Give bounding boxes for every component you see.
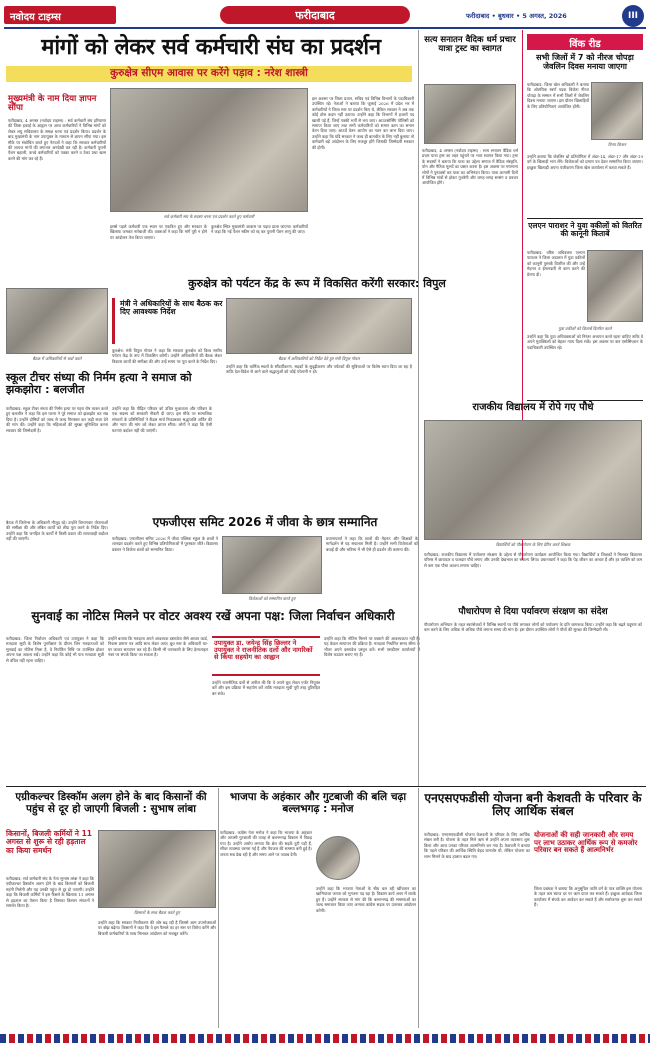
brand-logo [4, 6, 116, 24]
agri-headline: एग्रीकल्चर डिस्कॉम अलग होने के बाद किसानों की पहुंच से दूर हो जाएगी बिजली : सुभाष लांबा [15, 791, 207, 815]
kurukshetra-caption: बैठक में अधिकारियों को निर्देश देते हुए मंत्री विपुल गोयल [278, 356, 360, 361]
agri-caption: किसानों के साथ बैठक करते हुए [134, 910, 180, 915]
teacher-headline: स्कूल टीचर संध्या की निर्मम हत्या ने समाज को झकझोरा : बलजीत [6, 371, 192, 397]
agri-kicker: किसानों, बिजली कर्मियों ने 11 अगस्त से शुरू से रही हड़ताल का किया समर्थन [6, 829, 93, 855]
kurukshetra-body2: उन्होंने कहा कि धार्मिक स्थलों के सौंदर्यीकरण, सड़कों के सुदृढ़ीकरण और पर्यटकों की सुविधाओं पर विशेष ध्यान दिया जा रहा है ताकि देश-विदेश से आने वाले श्रद्धालुओं को कोई परेशानी न हो। [226, 364, 412, 375]
sidebar-body1: फरीदाबाद: जिला खेल अधिकारी ने बताया कि ओलंपिक स्वर्ण पदक विजेता नीरज चोपड़ा के सम्मान में सभी जिलों में जेवलिन दिवस मनाया जाएगा। इस दौरान खिलाड़ियों के लिए प्रतियोगिताएं आयोजित होंगी। [527, 82, 589, 109]
kurukshetra-body: कुरुक्षेत्र: मंत्री विपुल गोयल ने कहा कि सरकार कुरुक्षेत्र को विश्व स्तरीय पर्यटन केंद्र के रूप में विकसित करेगी। उन्होंने अधिकारियों की बैठक लेकर विकास कार्यों की समीक्षा की और उन्हें समय पर पूरा करने के निर्देश दिए। [112, 348, 222, 364]
pedestal-headline: एलएन पाराशर ने युवा वकीलों को वितरित की कानूनी किताबें [528, 221, 642, 239]
section-name: फरीदाबाद [295, 9, 335, 22]
pedestal-body2: उन्होंने कहा कि युवा अधिवक्ताओं को निरंतर अध्ययन करते रहना चाहिए ताकि वे अपने मुवक्किलों को बेहतर न्याय दिला सकें। इस अवसर पर बार एसोसिएशन के पदाधिकारी उपस्थित रहे। [527, 334, 643, 350]
lead-photo [110, 88, 308, 212]
col-rule-3 [418, 788, 419, 1028]
pedestal-photo [587, 250, 643, 322]
school-body: फरीदाबाद: राजकीय विद्यालय में पर्यावरण संरक्षण के उद्देश्य से पौधारोपण कार्यक्रम आयोजित किया गया। विद्यार्थियों व शिक्षकों ने मिलकर विद्यालय परिसर में छायादार व फलदार पौधे लगाए और उनकी देखभाल का संकल्प लिया। प्रधानाचार्य ने कहा कि पेड़ जीवन का आधार हैं और हर व्यक्ति को कम से कम एक पौधा अवश्य लगाना चाहिए। [424, 552, 642, 568]
agri-photo [98, 830, 216, 908]
kurukshetra-kicker-box [112, 298, 222, 344]
nsfdc-headline: एनएसएफडीसी योजना बनी केशवती के परिवार के लिए आर्थिक संबल [424, 791, 642, 819]
pedestal-caption: युवा वकीलों को किताबें वितरित करते [558, 326, 612, 331]
voter-body2: उन्होंने बताया कि मतदाता अपने आवश्यक दस्तावेज जैसे आधार कार्ड, निवास प्रमाण पत्र आदि साथ लेकर आएं। बूथ स्तर के अधिकारी घर-घर जाकर सत्यापन कर रहे हैं। किसी भी जानकारी के लिए हेल्पलाइन नंबर पर संपर्क किया जा सकता है। [108, 636, 208, 658]
kurukshetra-photo-left-caption: बैठक में अधिकारियों से चर्चा करते [32, 356, 82, 361]
page-number: III [622, 5, 644, 27]
fijs-body: फरीदाबाद: एफजीएस समिट 2026 में जीवा पब्लिक स्कूल के छात्रों ने शानदार प्रदर्शन करते हुए विभिन्न प्रतियोगिताओं में पुरस्कार जीते। विद्यालय प्रबंधन ने विजेता छात्रों को सम्मानित किया। [112, 536, 218, 552]
bjp-headline: भाजपा के अहंकार और गुटबाजी की बलि चढ़ा बल्लभगढ़ : मनोज [229, 791, 407, 815]
agri-body2: उन्होंने कहा कि सरकार निजीकरण की ओर बढ़ रही है जिससे आम उपभोक्ताओं पर बोझ बढ़ेगा। किसानों ने कहा कि वे इस फैसले का हर स्तर पर विरोध करेंगे और बिजली कर्मचारियों के साथ मिलकर आंदोलन को मजबूत करेंगे। [98, 920, 216, 936]
sidebar-photo [591, 82, 643, 140]
masthead-rule [4, 27, 646, 29]
voter-body4: उन्होंने कहा कि नोटिस मिलने पर घबराने की आवश्यकता नहीं है। यह केवल सत्यापन की प्रक्रिया है। मतदाता निर्धारित समय सीमा के भीतर अपने दस्तावेज प्रस्तुत करें। सभी एसडीएम कार्यालयों में विशेष काउंटर बनाए गए हैं। [324, 636, 420, 658]
sidebar-title: विंक रीड [569, 39, 601, 50]
nsfdc-body2: जिला प्रबंधक ने बताया कि अनुसूचित जाति वर्ग के पात्र व्यक्ति इस योजना के तहत कम ब्याज दर पर ऋण प्राप्त कर सकते हैं। इच्छुक आवेदक जिला कार्यालय में संपर्क कर आवेदन कर सकते हैं और स्वरोजगार शुरू कर सकते हैं। [534, 886, 642, 908]
voter-box [212, 636, 320, 676]
kurukshetra-kicker: मंत्री ने अधिकारियों के साथ बैठक कर दिए आवश्यक निर्देश [120, 299, 223, 317]
sidebar-rule1 [527, 218, 643, 219]
bjp-photo [316, 836, 360, 880]
bottom-rule [6, 786, 646, 787]
trust-body: फरीदाबाद, 4 अगस्त (नवोदय टाइम्स) : सत्य सनातन वैदिक धर्म प्रचार यात्रा ट्रस्ट का शहर पहुंचने पर भव्य स्वागत किया गया। ट्रस्ट के सदस्यों ने बताया कि यात्रा का उद्देश्य समाज में वैदिक संस्कृति, योग और नैतिक मूल्यों का प्रसार करना है। इस अवसर पर गणमान्य लोगों ने पुष्पवर्षा कर यात्रा का अभिनंदन किया। यात्रा आगामी दिनों में विभिन्न गांवों से होकर गुजरेगी और जगह-जगह सत्संग व प्रवचन आयोजित होंगे। [422, 148, 518, 186]
trust-headline: सत्य सनातन वैदिक धर्म प्रचार यात्रा ट्रस्ट का स्वागत [424, 35, 516, 55]
kurukshetra-headline: कुरुक्षेत्र को पर्यटन केंद्र के रूप में विकसित करेंगी सरकार: विपुल [188, 277, 446, 290]
sidebar-photo-caption: विनय किशन [607, 142, 627, 147]
voter-body1: फरीदाबाद: जिला निर्वाचन अधिकारी एवं उपायुक्त ने कहा कि मतदाता सूची के विशेष पुनरीक्षण के दौरान जिन मतदाताओं को सुनवाई का नोटिस मिला है, वे निर्धारित तिथि पर उपस्थित होकर अपना पक्ष अवश्य रखें। उन्होंने कहा कि कोई भी पात्र मतदाता सूची से वंचित नहीं रहना चाहिए। [6, 636, 104, 663]
footer-strip [0, 1034, 650, 1043]
dateline: फरीदाबाद • बुधवार • 5 अगस्त, 2026 [466, 12, 567, 20]
lead-caption: सर्व कर्मचारी संघ के सदस्य धरना एवं प्रदर्शन करते हुए कर्मचारी [163, 214, 255, 219]
nsfdc-body: फरीदाबाद: एनएसएफडीसी योजना केशवती के परिवार के लिए आर्थिक संबल बनी है। योजना के तहत मिले ऋण से उन्होंने अपना व्यवसाय शुरू किया और आज उनका परिवार आत्मनिर्भर बन गया है। केशवती ने बताया कि पहले परिवार की आर्थिक स्थिति बेहद कमजोर थी, लेकिन योजना का लाभ मिलने के बाद हालात बदल गए। [424, 832, 530, 859]
trust-photo [424, 84, 516, 144]
lead-headline: मांगों को लेकर सर्व कर्मचारी संघ का प्रदर्शन [41, 35, 381, 60]
section-banner [220, 6, 410, 24]
sidebar-title-bar [527, 34, 643, 50]
agri-body: फरीदाबाद: सर्व कर्मचारी संघ के नेता सुभाष लांबा ने कहा कि एग्रीकल्चर डिस्कॉम अलग होने के बाद किसानों को बिजली महंगी मिलेगी और यह उनकी पहुंच से दूर हो जाएगी। उन्होंने कहा कि बिजली कर्मियों ने इस फैसले के खिलाफ 11 अगस्त से हड़ताल का ऐलान किया है जिसका किसान संगठनों ने समर्थन किया है। [6, 876, 94, 909]
lead-body-col3: कुरुक्षेत्र स्थित मुख्यमंत्री आवास पर पड़ाव डाला जाएगा। कर्मचारियों ने कहा कि नई पेंशन स्कीम को रद्द कर पुरानी पेंशन लागू की जाए। [211, 224, 308, 235]
school-headline: राजकीय विद्यालय में रोपे गए पौधे [472, 402, 594, 413]
voter-headline: सुनवाई का नोटिस मिलने पर वोटर अवश्य रखें अपना पक्ष: जिला निर्वाचन अधिकारी [31, 609, 395, 623]
school-photo [424, 420, 642, 540]
col-rule-1 [418, 30, 419, 786]
fijs-body2: प्रधानाचार्या ने कहा कि छात्रों की मेहनत और शिक्षकों के मार्गदर्शन से यह सफलता मिली है। उन्होंने सभी विजेताओं को बधाई दी और भविष्य में भी ऐसे ही प्रदर्शन की कामना की। [326, 536, 418, 552]
nsfdc-kicker: योजनाओं की सही जानकारी और समय पर लाभ उठाकर आर्थिक रूप से कमजोर परिवार बन सकते हैं आत्मनिर्भर [534, 831, 638, 855]
sidebar-lead-headline: सभी जिलों में 7 को नीरज चोपड़ा जेवलिन दिवस मनाया जाएगा [536, 53, 634, 71]
school-caption: विद्यार्थियों को पौधारोपण के लिए प्रेरित करते शिक्षक [495, 542, 571, 547]
bjp-body: फरीदाबाद: कांग्रेस नेता मनोज ने कहा कि भाजपा के अहंकार और आपसी गुटबाजी की वजह से बल्लभगढ़ विकास में पिछड़ गया है। उन्होंने आरोप लगाया कि क्षेत्र की सड़कें टूटी पड़ी हैं, सीवर व्यवस्था चरमरा गई है और पेयजल की समस्या बनी हुई है। जनता सब देख रही है और समय आने पर जवाब देगी। [220, 830, 312, 857]
voter-box-kicker: उपायुक्त डा. जयेन्द्र सिंह छिल्लर ने उपायुक्त ने राजनीतिक दलों और नागरिकों से किया सहयोग का आह्वान [214, 639, 313, 662]
bjp-body2: उन्होंने कहा कि भाजपा नेताओं के बीच चल रही खींचतान का खामियाजा जनता को भुगतना पड़ रहा है। विकास कार्य अधर में लटके हुए हैं। उन्होंने सरकार से मांग की कि बल्लभगढ़ की समस्याओं का जल्द समाधान किया जाए अन्यथा कांग्रेस सड़क पर उतरकर आंदोलन करेगी। [316, 886, 416, 913]
lead-body-col2: इससे पहले कर्मचारी एक स्थान पर एकत्रित हुए और सरकार के खिलाफ जमकर नारेबाजी की। वक्ताओं ने कहा कि मांगें पूरी न होने पर आंदोलन तेज किया जाएगा। [110, 224, 207, 240]
sidebar-body2: उन्होंने बताया कि जेवलिन थ्रो प्रतियोगिता में अंडर-14, अंडर-17 और अंडर-19 वर्ग के खिलाड़ी भाग लेंगे। विजेताओं को प्रमाण पत्र देकर सम्मानित किया जाएगा। इच्छुक खिलाड़ी अपना पंजीकरण जिला खेल कार्यालय में करवा सकते हैं। [527, 154, 643, 170]
lead-subhead: कुरुक्षेत्र सीएम आवास पर करेंगे पड़ाव : नरेश शास्त्री [110, 67, 308, 79]
voter-body3: उन्होंने राजनीतिक दलों से अपील की कि वे अपने बूथ लेवल एजेंट नियुक्त करें और इस प्रक्रिया में सहयोग करें ताकि मतदाता सूची पूरी तरह त्रुटिरहित बन सके। [212, 680, 320, 696]
sidebar-rule2 [527, 400, 643, 401]
kurukshetra-photo [226, 298, 412, 354]
lead-side-head: मुख्यमंत्री के नाम दिया ज्ञापन सौंपा [8, 94, 97, 114]
pedestal-body: फरीदाबाद: वरिष्ठ अधिवक्ता एलएन पाराशर ने जिला अदालत में युवा वकीलों को कानूनी पुस्तकें वितरित कीं और उन्हें मेहनत व ईमानदारी से काम करने की प्रेरणा दी। [527, 250, 585, 277]
kurukshetra-photo-left [6, 288, 108, 354]
teacher-body2: उन्होंने कहा कि पीड़ित परिवार को उचित मुआवजा और परिवार के एक सदस्य को सरकारी नौकरी दी जाए। इस मौके पर सामाजिक संगठनों के प्रतिनिधियों ने कैंडल मार्च निकालकर श्रद्धांजलि अर्पित की और न्याय की मांग को लेकर ज्ञापन सौंपा। लोगों ने कहा कि ऐसी घटनाएं बर्दाश्त नहीं की जाएंगी। [112, 406, 212, 433]
masthead [4, 4, 646, 28]
fijs-headline: एफजीएस समिट 2026 में जीवा के छात्र सम्मानित [152, 515, 378, 529]
lead-body-col1: फरीदाबाद, 4 अगस्त (नवोदय टाइम्स) : सर्व कर्मचारी संघ हरियाणा की जिला इकाई के आह्वान पर आज कर्मचारियों ने विभिन्न मांगों को लेकर लघु सचिवालय के समक्ष धरना एवं प्रदर्शन किया। प्रदर्शन के बाद मुख्यमंत्री के नाम उपायुक्त के माध्यम से ज्ञापन सौंपा गया। इस मौके पर संबोधित करते हुए नेताओं ने कहा कि सरकार कर्मचारियों की जायज मांगों की लगातार अनदेखी कर रही है। कर्मचारी पुरानी पेंशन बहाली, कच्चे कर्मचारियों को पक्का करने व ठेका प्रथा खत्म करने की मांग कर रहे हैं। [8, 118, 106, 161]
col-rule-2 [218, 788, 219, 1028]
lead-subhead-bar [6, 66, 412, 82]
fijs-caption: विजेताओं को सम्मानित करते हुए [248, 596, 296, 601]
env-body: पौधारोपण अभियान के तहत स्वयंसेवकों ने विभिन्न स्थानों पर पौधे लगाकर लोगों को पर्यावरण के प्रति जागरूक किया। उन्होंने कहा कि बढ़ते प्रदूषण को कम करने के लिए अधिक से अधिक पौधे लगाना समय की मांग है। इस दौरान उपस्थित लोगों ने पौधों की सुरक्षा की जिम्मेदारी ली। [424, 622, 642, 633]
brand-name: नवोदय टाइम्स [10, 12, 61, 23]
teacher-left-col: बैठक में जिलेभर के अधिकारी मौजूद रहे। उन्होंने विभागवार योजनाओं की समीक्षा की और लंबित कार्यों को शीघ्र पूरा करने के निर्देश दिए। उन्होंने कहा कि जनहित के कार्यों में किसी प्रकार की लापरवाही बर्दाश्त नहीं की जाएगी। [6, 520, 108, 542]
env-headline: पौधारोपण से दिया पर्यावरण संरक्षण का संदेश [458, 607, 608, 617]
lead-body-col4: इस अवसर पर जिला प्रधान, सचिव एवं विभिन्न विभागों के पदाधिकारी उपस्थित रहे। नेताओं ने बताया कि जुलाई 2026 में प्रदेश भर में कर्मचारियों ने जिला स्तर पर प्रदर्शन किए थे, लेकिन सरकार ने अब तक कोई ठोस कदम नहीं उठाया। उन्होंने कहा कि विभागों में हजारों पद खाली पड़े हैं, जिन्हें पक्की भर्ती से भरा जाए। आउटसोर्सिंग पॉलिसी को समाप्त किया जाए तथा सभी कर्मचारियों को समान काम का समान वेतन दिया जाए। आठवें वेतन आयोग का गठन कर लाभ दिया जाए। उन्होंने कहा कि यदि सरकार ने जल्द ही बातचीत के लिए नहीं बुलाया तो कर्मचारी बड़े आंदोलन के लिए मजबूर होंगे जिसकी जिम्मेदारी सरकार की होगी। [312, 96, 414, 150]
fijs-photo [222, 536, 322, 594]
teacher-body: फरीदाबाद: स्कूल टीचर संध्या की निर्मम हत्या पर गहरा रोष व्यक्त करते हुए बलजीत ने कहा कि इस घटना ने पूरे समाज को झकझोर कर रख दिया है। उन्होंने दोषियों को जल्द से जल्द गिरफ्तार कर कड़ी सजा देने की मांग की। उन्होंने कहा कि महिलाओं की सुरक्षा सुनिश्चित करना सरकार की जिम्मेदारी है। [6, 406, 108, 433]
